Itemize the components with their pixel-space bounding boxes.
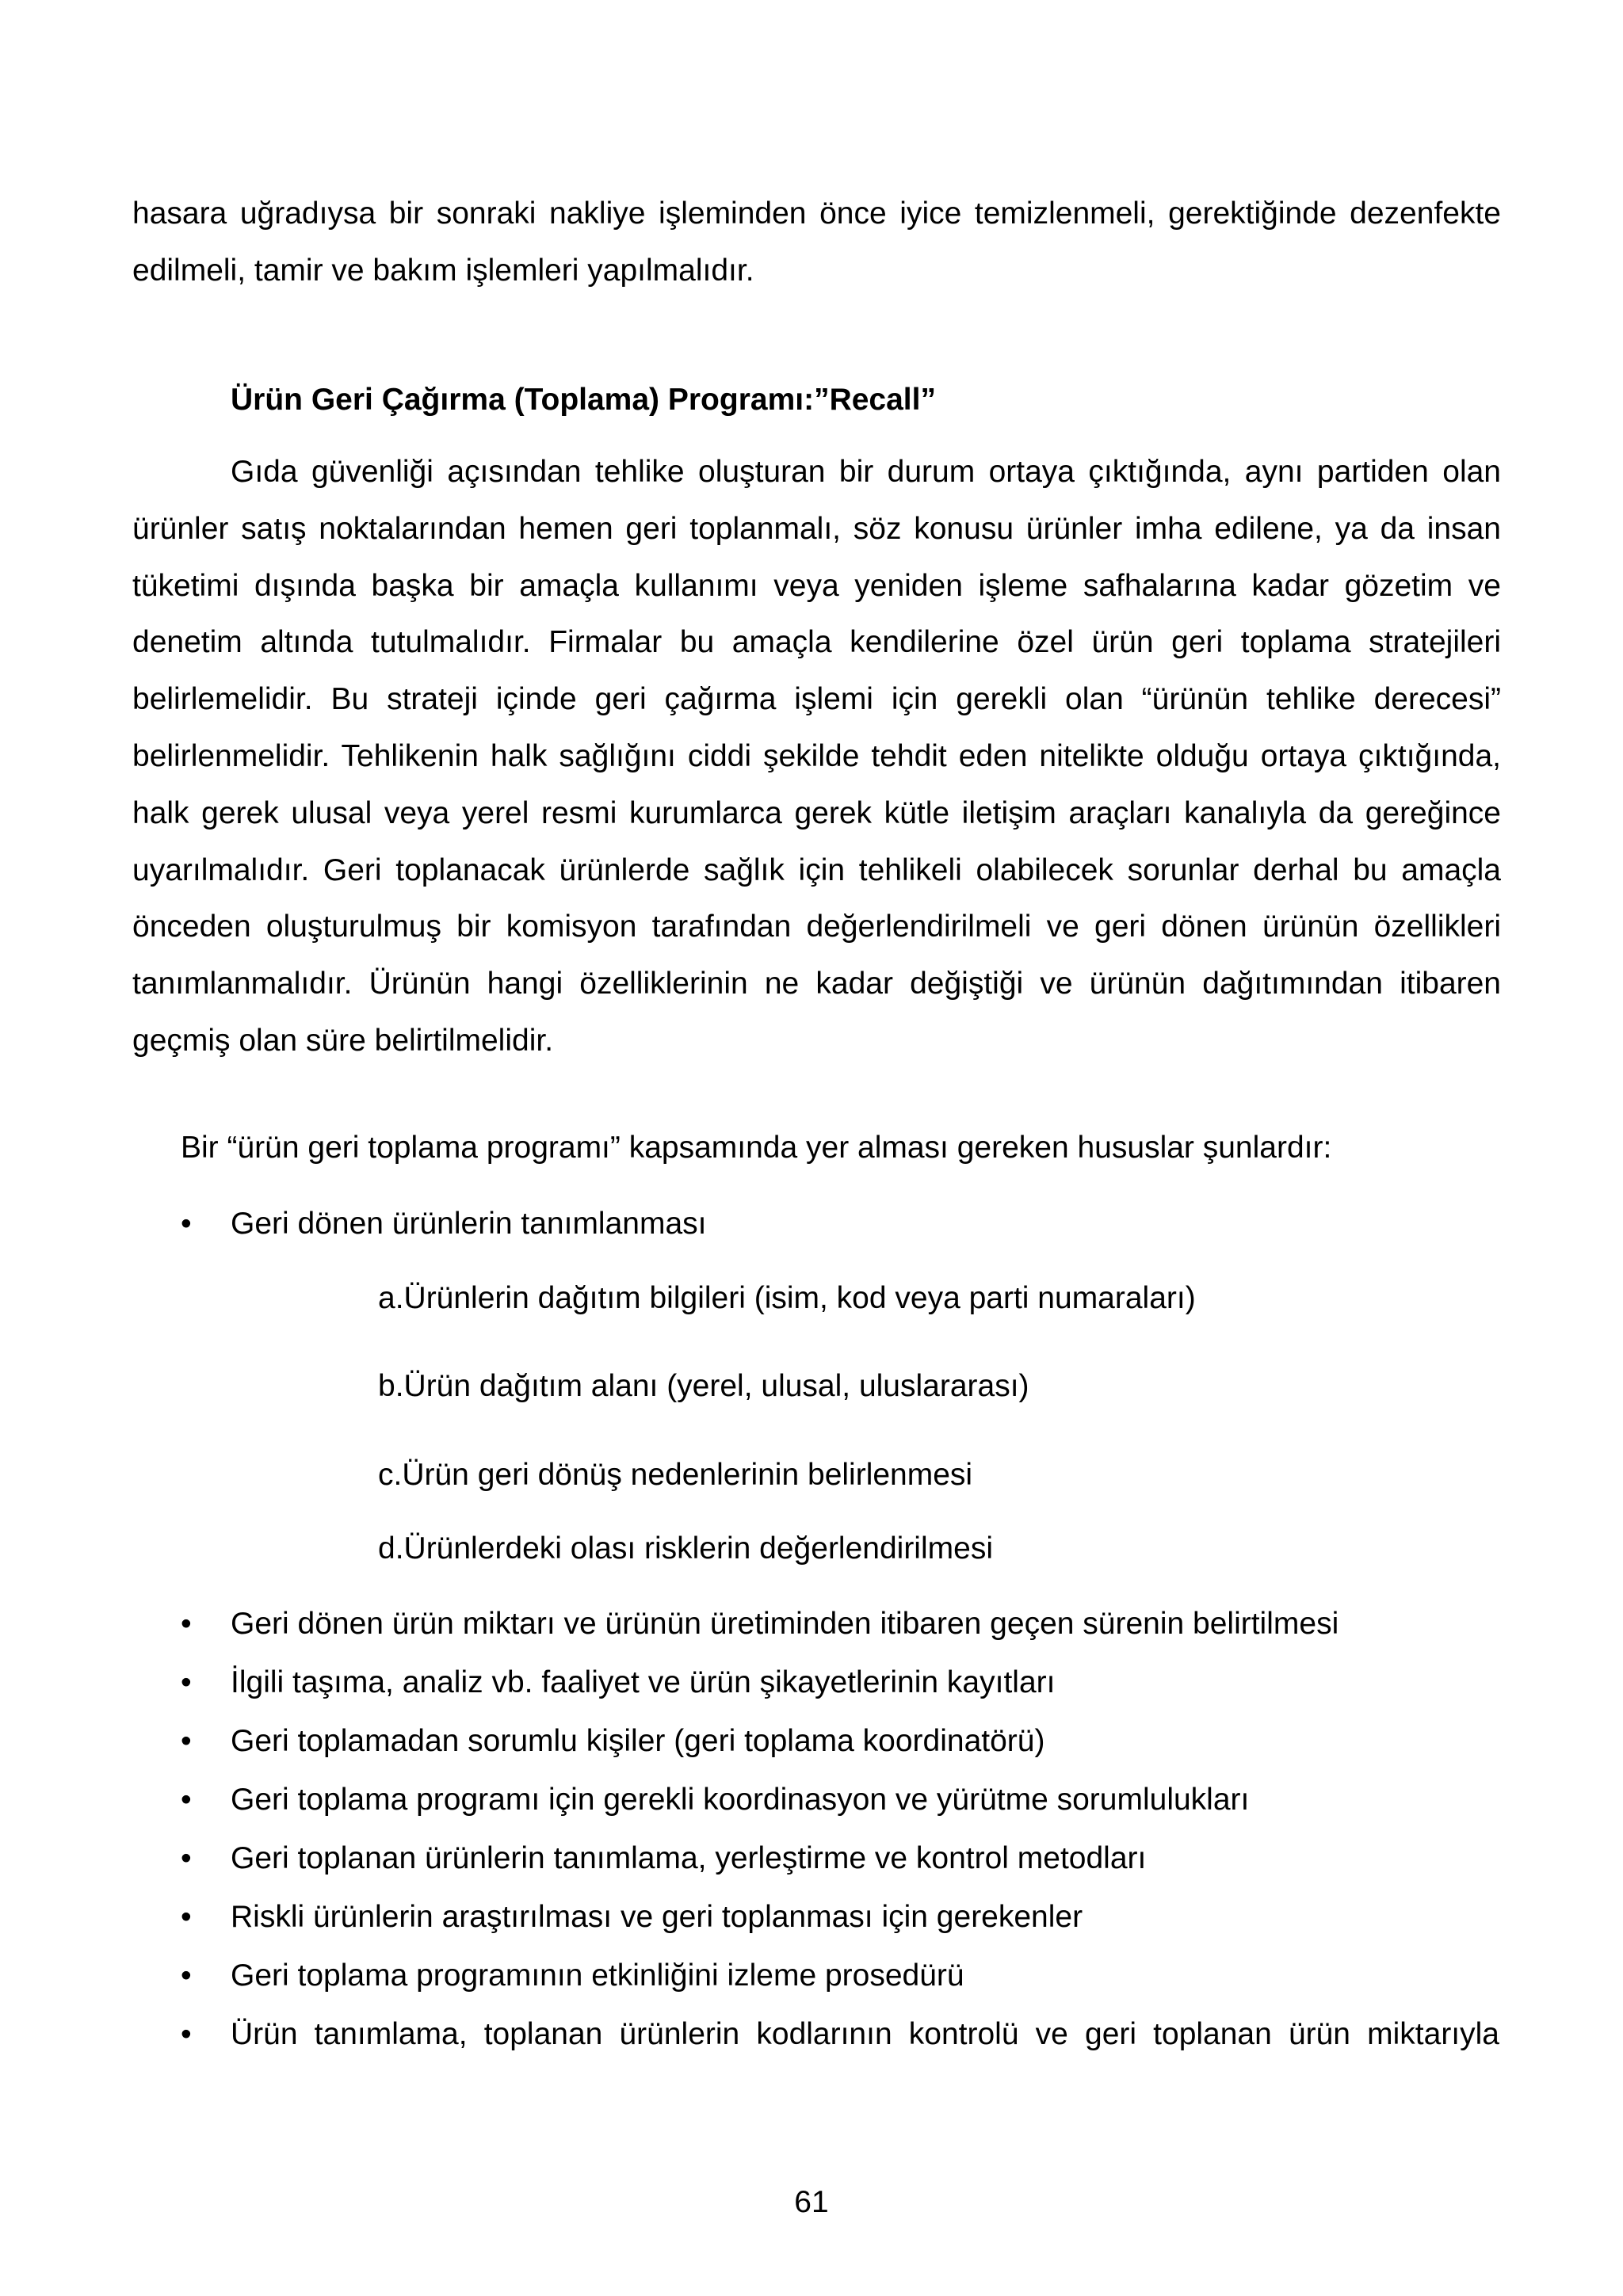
bullet-icon: •: [181, 1207, 192, 1241]
bullet-icon: •: [181, 1958, 192, 1993]
list-item-text: Geri toplamadan sorumlu kişiler (geri toplama koordinatörü): [231, 1724, 1045, 1758]
list-item-text: Geri toplanan ürünlerin tanımlama, yerleştirme ve kontrol metodları: [231, 1841, 1147, 1875]
bullet-icon: •: [181, 1607, 192, 1641]
sub-item-c: c.Ürün geri dönüş nedenlerinin belirlenmesi: [378, 1458, 973, 1492]
list-item-text: Geri dönen ürünlerin tanımlanması: [231, 1207, 707, 1241]
bullet-icon: •: [181, 1724, 192, 1758]
sub-item-b: b.Ürün dağıtım alanı (yerel, ulusal, uluslararası): [378, 1369, 1029, 1403]
list-item-text: Geri dönen ürün miktarı ve ürünün üretiminden itibaren geçen sürenin belirtilmesi: [231, 1607, 1339, 1641]
bullet-icon: •: [181, 2017, 192, 2051]
sub-item-a: a.Ürünlerin dağıtım bilgileri (isim, kod veya parti numaraları): [378, 1281, 1196, 1315]
page-number: 61: [794, 2185, 829, 2219]
continuation-paragraph: hasara uğradıysa bir sonraki nakliye işleminden önce iyice temizlenmeli, gerektiğinde dezenfekte edilmeli, tamir ve bakım işlemleri yapılmalıdır.: [132, 196, 1501, 288]
section-heading: Ürün Geri Çağırma (Toplama) Programı:”Recall”: [231, 383, 936, 417]
bullet-icon: •: [181, 1783, 192, 1817]
list-item-text: Geri toplama programının etkinliğini izleme prosedürü: [231, 1958, 964, 1993]
list-item-text: İlgili taşıma, analiz vb. faaliyet ve ürün şikayetlerinin kayıtları: [231, 1665, 1056, 1699]
sub-item-d: d.Ürünlerdeki olası risklerin değerlendirilmesi: [378, 1531, 993, 1566]
bullet-icon: •: [181, 1665, 192, 1699]
list-item-text: Riskli ürünlerin araştırılması ve geri toplanması için gerekenler: [231, 1900, 1083, 1934]
bullet-icon: •: [181, 1841, 192, 1875]
bullet-icon: •: [181, 1900, 192, 1934]
list-intro: Bir “ürün geri toplama programı” kapsamında yer alması gereken hususlar şunlardır:: [181, 1131, 1332, 1165]
list-item-text: Geri toplama programı için gerekli koordinasyon ve yürütme sorumlulukları: [231, 1783, 1250, 1817]
main-paragraph: Gıda güvenliği açısından tehlike oluşturan bir durum ortaya çıktığında, aynı partiden olan ürünler satış noktalarından hemen geri toplanmalı, söz konusu ürünler imha edilene, ya da insan tüketimi dışında başka bir amaçla kullanımı veya yeniden işleme safhalarına kadar gözetim ve denetim altında tutulmalıdır. Firmalar bu amaçla kendilerine özel ürün geri toplama stratejileri belirlemelidir. Bu strateji içinde geri çağırma işlemi için gerekli olan “ürünün tehlike derecesi” belirlenmelidir. Tehlikenin halk sağlığını ciddi şekilde tehdit eden nitelikte olduğu ortaya çıktığında, halk gerek ulusal veya yerel resmi kurumlarca gerek kütle iletişim araçları kanalıyla da gereğince uyarılmalıdır. Geri toplanacak ürünlerde sağlık için tehlikeli olabilecek sorunlar derhal bu amaçla önceden oluşturulmuş bir komisyon tarafından değerlendirilmeli ve geri dönen ürünün özellikleri tanımlanmalıdır. Ürünün hangi özelliklerinin ne kadar değiştiği ve ürünün dağıtımından itibaren geçmiş olan süre belirtilmelidir.: [132, 455, 1501, 1058]
list-item-text: Ürün tanımlama, toplanan ürünlerin kodlarının kontrolü ve geri toplanan ürün miktarıyla: [231, 2017, 1499, 2051]
